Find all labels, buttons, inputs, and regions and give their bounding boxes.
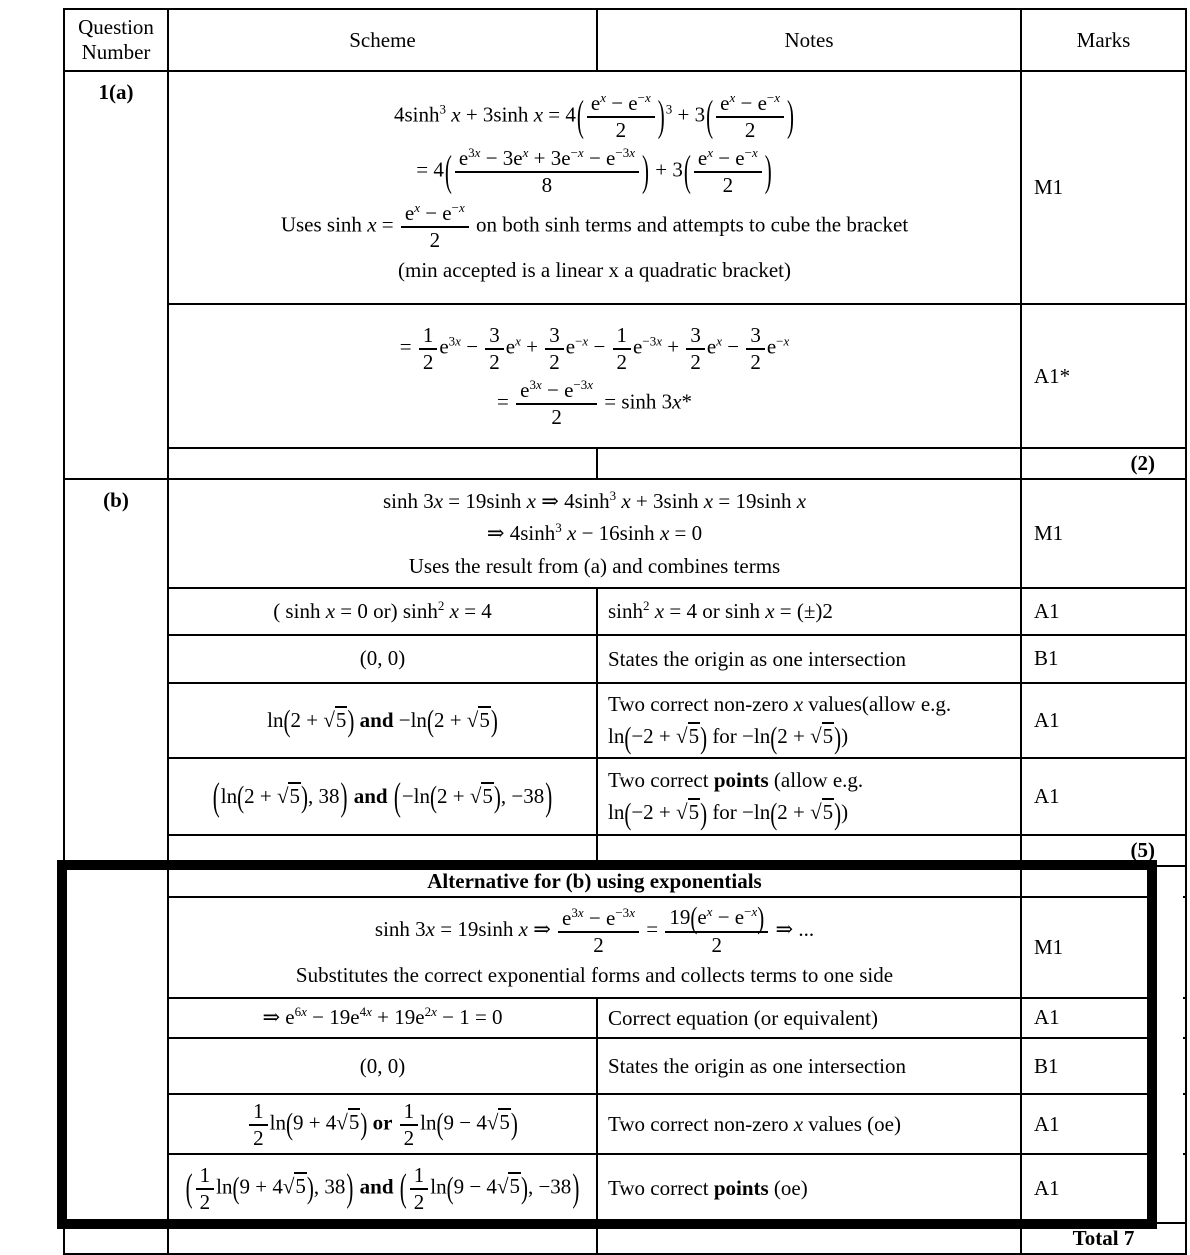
question-cell-b: (b) <box>64 479 168 866</box>
notes-line: ln(−2 + √5) for −ln(2 + √5)) <box>608 720 849 756</box>
table-row <box>64 588 1186 635</box>
notes-cell <box>597 1094 1021 1154</box>
scheme-cell <box>168 304 1021 448</box>
scheme-cell <box>168 1223 597 1254</box>
alternative-header-row <box>64 866 1186 897</box>
notes-cell <box>597 1223 1021 1254</box>
scheme-cell: (0, 0) <box>168 1038 597 1094</box>
header-question-number: Question Number <box>64 9 168 71</box>
scheme-cell: (0, 0) <box>168 635 597 683</box>
formula-line: = $\frac{e^{3x} - e^{-3x}}{2}$ = sinh 3x* <box>497 377 692 430</box>
notes-cell <box>597 683 1021 758</box>
table-row <box>64 304 1186 448</box>
notes-line: Two correct points (allow e.g. <box>608 767 864 792</box>
formula-line: sinh 3x = 19sinh x ⇒ $\frac{e^{3x} - e^{-3x}}{2}$ = $\frac{19(e^x - e^{-x})}{2}$ ⇒ ... <box>374 900 815 958</box>
subtotal-cell: (5) <box>1021 835 1186 866</box>
notes-cell <box>597 635 1021 683</box>
marks-cell: A1* <box>1021 304 1186 448</box>
notes-cell <box>597 1038 1021 1094</box>
notes-cell <box>597 1154 1021 1223</box>
subtotal-row <box>64 448 1186 479</box>
notes-cell <box>597 835 1021 866</box>
formula-line: = $\frac{1}{2}$ $e^{3x}$ − $\frac{3}{2}$ $e^x$ + $\frac{3}{2}$ $e^{-x}$ − $\frac{1}{2}$ $e^{-3x}$ + $\frac{3}{2}$ $e^x$ − $\frac{3}{2}$ $e^{-x}$ <box>399 322 790 374</box>
scheme-cell: (ln(2 + √5), 38) and (−ln(2 + √5), −38) <box>168 758 597 835</box>
header-marks: Marks <box>1021 9 1186 71</box>
notes-line: ln(−2 + √5) for −ln(2 + √5)) <box>608 796 849 832</box>
table-row <box>64 1154 1186 1223</box>
formula-line: Uses sinh x = $\frac{e^x - e^{-x}}{2}$ on both sinh terms and attempts to cube the bracket <box>280 199 909 252</box>
notes-line: Correct equation (or equivalent) <box>608 1005 878 1030</box>
scheme-cell: ln(2 + √5) and −ln(2 + √5) <box>168 683 597 758</box>
marks-cell: B1 <box>1021 635 1186 683</box>
table-row <box>64 683 1186 758</box>
header-row <box>64 9 1186 71</box>
scheme-cell: ⇒ $e^{6x} - 19e^{4x} + 19e^{2x} - 1 = 0$ <box>168 998 597 1038</box>
header-notes: Notes <box>597 9 1021 71</box>
subtotal-row <box>64 835 1186 866</box>
scheme-cell: ( $\frac{1}{2}$ ln(9 + 4√5), 38) and ( $\frac{1}{2}$ ln(9 − 4√5), −38) <box>168 1154 597 1223</box>
total-row <box>64 1223 1186 1254</box>
total-marks-cell: Total 7 <box>1021 1223 1186 1254</box>
marks-cell: M1 <box>1021 897 1186 998</box>
notes-line: Two correct non-zero x values (oe) <box>608 1111 901 1136</box>
scheme-cell <box>168 897 1021 998</box>
notes-cell <box>597 758 1021 835</box>
marks-cell: A1 <box>1021 758 1186 835</box>
mark-scheme-table <box>63 8 1187 1255</box>
notes-line: Two correct points (oe) <box>608 1176 808 1201</box>
notes-cell <box>597 588 1021 635</box>
scheme-cell <box>168 835 597 866</box>
table-row <box>64 479 1186 588</box>
scheme-cell <box>168 71 1021 304</box>
marks-cell: M1 <box>1021 479 1186 588</box>
question-cell-alt <box>64 866 168 1223</box>
marks-cell: A1 <box>1021 683 1186 758</box>
formula-line: sinh 3x = 19sinh x ⇒ $4\sinh^3$ x + 3sinh x = 19sinh x <box>382 488 807 513</box>
subtotal-cell: (2) <box>1021 448 1186 479</box>
marks-cell: A1 <box>1021 1154 1186 1223</box>
formula-line: Uses the result from (a) and combines terms <box>408 553 781 578</box>
marks-cell: A1 <box>1021 998 1186 1038</box>
table-row <box>64 635 1186 683</box>
marks-cell <box>1021 866 1186 897</box>
question-cell-1a: 1(a) <box>64 71 168 479</box>
table-row <box>64 897 1186 998</box>
question-cell <box>64 1223 168 1254</box>
marks-cell: A1 <box>1021 588 1186 635</box>
header-scheme: Scheme <box>168 9 597 71</box>
scheme-cell <box>168 479 1021 588</box>
table-row <box>64 71 1186 304</box>
formula-line: ⇒ $4\sinh^3$ x − 16sinh x = 0 <box>486 520 703 546</box>
scheme-cell: $\frac{1}{2}$ ln(9 + 4√5) or $\frac{1}{2}$ ln(9 − 4√5) <box>168 1094 597 1154</box>
notes-line: States the origin as one intersection <box>608 1053 907 1078</box>
alternative-title: Alternative for (b) using exponentials <box>168 866 1021 897</box>
formula-line: = 4( $\frac{e^{3x} - 3e^x + 3e^{-x} - e^{-3x}}{8}$ ) + 3( $\frac{e^x - e^{-x}}{2}$ ) <box>416 144 772 197</box>
notes-cell <box>597 998 1021 1038</box>
formula-line: $4\sinh^3$ x + 3sinh x = 4( $\frac{e^x - e^{-x}}{2}$ )$^3$ + 3( $\frac{e^x - e^{-x}}{2}$ ) <box>393 89 795 142</box>
marks-cell: M1 <box>1021 71 1186 304</box>
formula-line: (min accepted is a linear x a quadratic bracket) <box>398 258 791 283</box>
formula-line: Substitutes the correct exponential forms and collects terms to one side <box>295 963 894 988</box>
table-row <box>64 1094 1186 1154</box>
notes-line: $\sinh^2 x = 4$ or sinh x = (±)2 <box>608 598 833 624</box>
table-row <box>64 998 1186 1038</box>
table-row <box>64 1038 1186 1094</box>
table-row <box>64 758 1186 835</box>
notes-line: Two correct non-zero x values(allow e.g. <box>608 691 952 716</box>
scheme-cell: ( sinh x = 0 or) $\sinh^2 x = 4$ <box>168 588 597 635</box>
notes-line: States the origin as one intersection <box>608 646 907 671</box>
marks-cell: B1 <box>1021 1038 1186 1094</box>
notes-cell <box>597 448 1021 479</box>
scheme-cell <box>168 448 597 479</box>
marks-cell: A1 <box>1021 1094 1186 1154</box>
